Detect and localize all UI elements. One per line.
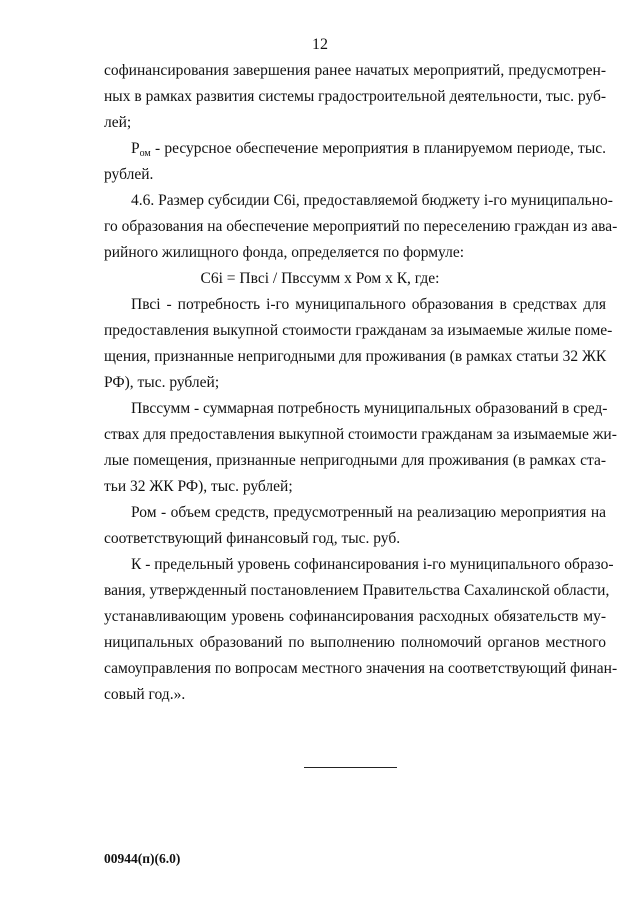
text-line: самоуправления по вопросам местного значения на соответствующий финан- [104,660,618,677]
document-code: 00944(п)(6.0) [104,851,181,866]
text-line: лей; [104,114,132,131]
text-line: 4.6. Размер субсидии С6i, предоставляемой бюджету i-го муниципально- [131,192,613,209]
text-line: Ром - объем средств, предусмотренный на реализацию мероприятия на [131,504,606,521]
text-line: рублей. [104,166,154,183]
symbol-rom [131,140,151,157]
text-line: К - предельный уровень софинансирования i-го муниципального образо- [131,556,614,573]
text-line: ствах для предоставления выкупной стоимости гражданам за изымаемые жи- [104,426,617,443]
closing-rule [304,767,397,768]
symbol-subscript: ом [139,148,151,159]
text-line: устанавливающим уровень софинансирования расходных обязательств му- [104,608,606,625]
text-line: ниципальных образований по выполнению полномочий органов местного [104,634,606,651]
text-line: рийного жилищного фонда, определяется по формуле: [104,244,465,261]
text-line: соответствующий финансовый год, тыс. руб. [104,530,401,547]
text-line: лые помещения, признанные непригодными для проживания (в рамках ста- [104,452,606,469]
text-line: вания, утвержденный постановлением Правительства Сахалинской области, [104,582,610,599]
text-line: РФ), тыс. рублей; [104,374,220,391]
text-line: го образования на обеспечение мероприятий по переселению граждан из ава- [104,218,618,235]
text-line: софинансирования завершения ранее начатых мероприятий, предусмотрен- [104,62,606,79]
text-line [131,140,606,158]
text-fragment: - ресурсное обеспечение мероприятия в планируемом периоде, тыс. [150,140,606,157]
text-line: Пвсi - потребность i-го муниципального образования в средствах для [131,296,606,313]
page-number: 12 [312,36,328,53]
text-line: тьи 32 ЖК РФ), тыс. рублей; [104,478,293,495]
text-line: ных в рамках развития системы градостроительной деятельности, тыс. руб- [104,88,606,105]
formula: С6i = Пвсi / Пвссумм х Ром х К, где: [200,270,440,287]
text-line: предоставления выкупной стоимости гражданам за изымаемые жилые поме- [104,322,613,339]
text-line: Пвссумм - суммарная потребность муниципальных образований в сред- [131,400,608,417]
text-line: совый год.». [104,686,186,703]
symbol-base: Р [131,140,140,157]
text-line: щения, признанные непригодными для проживания (в рамках статьи 32 ЖК [104,348,607,365]
